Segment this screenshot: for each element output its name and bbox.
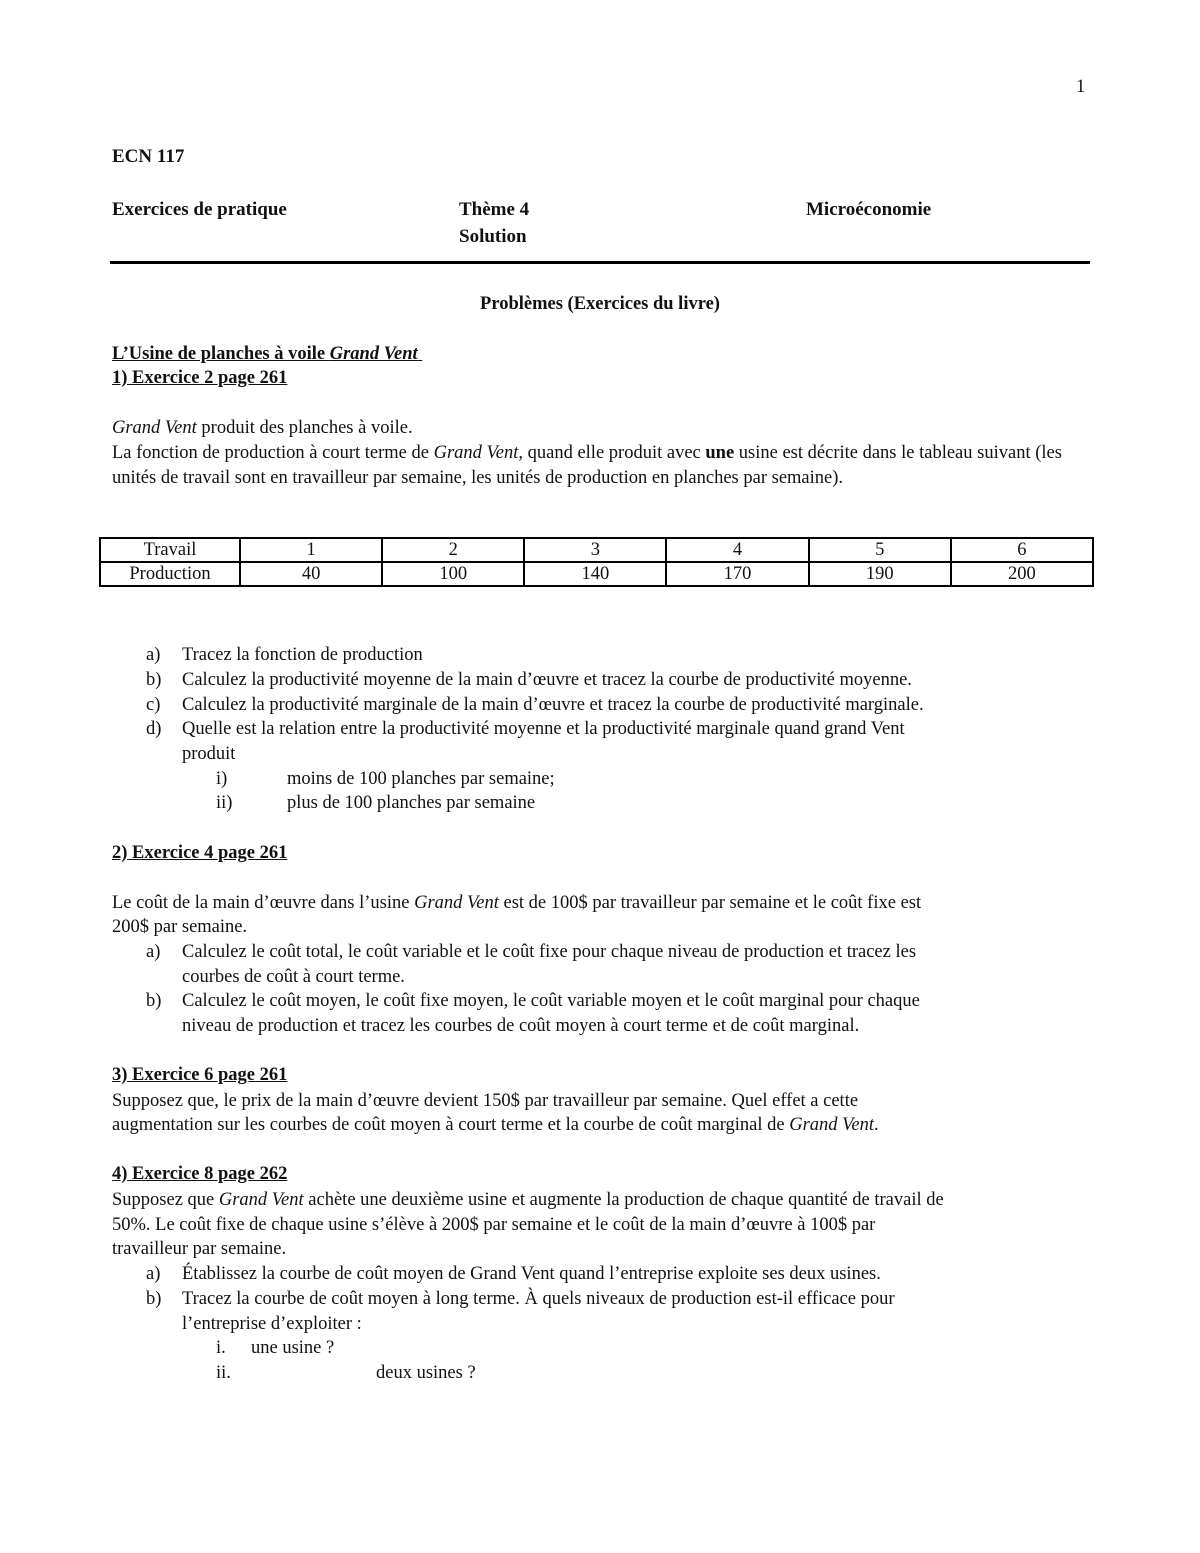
sublist-item: deux usines ? [376, 1363, 476, 1383]
exercise-4-title: 4) Exercice 8 page 262 [112, 1164, 288, 1184]
list-label: b) [146, 1289, 162, 1309]
table-cell: 200 [951, 562, 1093, 586]
text-span: produit des planches à voile. [196, 418, 413, 438]
exercise-3-title: 3) Exercice 6 page 261 [112, 1065, 288, 1085]
sublist-item: plus de 100 planches par semaine [287, 793, 536, 813]
table-cell: Production [100, 562, 240, 586]
exercise-2-line2: 200$ par semaine. [112, 917, 248, 937]
list-label: d) [146, 719, 162, 739]
text-span: usine est décrite dans le tableau suivant (les unités de travail sont en travailleur par semaine, les unités de production en planches par semaine). [112, 443, 1062, 488]
header-divider [110, 261, 1090, 264]
exercise-3-line2 [112, 1113, 879, 1138]
exercise-4-line3: travailleur par semaine. [112, 1239, 287, 1259]
list-label: a) [146, 942, 161, 962]
table-cell: 100 [382, 562, 524, 586]
company-name: Grand Vent [218, 1190, 304, 1210]
table-cell: Travail [100, 538, 240, 562]
table-cell: 3 [524, 538, 666, 562]
table-cell: 5 [809, 538, 951, 562]
list-item: Calculez le coût moyen, le coût fixe moyen, le coût variable moyen et le coût marginal pour chaque [182, 991, 920, 1011]
table-cell: 6 [951, 538, 1093, 562]
list-item: Établissez la courbe de coût moyen de Grand Vent quand l’entreprise exploite ses deux usines. [182, 1264, 881, 1284]
case-title-company: Grand Vent [329, 344, 418, 364]
list-item: Calculez le coût total, le coût variable et le coût fixe pour chaque niveau de production et tracez les [182, 942, 917, 962]
text-span-bold: une [705, 443, 735, 463]
sublist-label: ii. [216, 1363, 231, 1383]
list-label: c) [146, 695, 161, 715]
table-row [100, 562, 1093, 586]
production-table [99, 537, 1094, 587]
list-item-continuation: produit [182, 744, 236, 764]
list-label: a) [146, 645, 161, 665]
exercise-1-line2 [112, 441, 1087, 491]
list-item: Calculez la productivité marginale de la main d’œuvre et tracez la courbe de productivité marginale. [182, 695, 924, 715]
header-solution: Solution [459, 226, 527, 247]
course-code: ECN 117 [112, 146, 185, 167]
header-left: Exercices de pratique [112, 199, 287, 220]
exercise-1-line1 [112, 416, 1087, 441]
exercise-2-line1 [112, 891, 921, 916]
section-title: Problèmes (Exercices du livre) [480, 294, 720, 314]
table-cell: 1 [240, 538, 382, 562]
exercise-2-title: 2) Exercice 4 page 261 [112, 843, 288, 863]
list-item: Tracez la fonction de production [182, 645, 423, 665]
table-cell: 40 [240, 562, 382, 586]
case-title [112, 343, 422, 365]
text-span: Supposez que [112, 1190, 219, 1210]
header-right: Microéconomie [806, 199, 932, 220]
list-item-continuation: l’entreprise d’exploiter : [182, 1314, 362, 1334]
list-label: b) [146, 991, 162, 1011]
list-item-continuation: niveau de production et tracez les courbes de coût moyen à court terme et de coût marginal. [182, 1016, 860, 1036]
list-label: b) [146, 670, 162, 690]
table-cell: 190 [809, 562, 951, 586]
table-cell: 2 [382, 538, 524, 562]
table-row [100, 538, 1093, 562]
case-title-text: L’Usine de planches à voile [112, 344, 330, 364]
sublist-item: moins de 100 planches par semaine; [287, 769, 555, 789]
sublist-label: i) [216, 769, 228, 789]
list-label: a) [146, 1264, 161, 1284]
company-name: Grand Vent [414, 893, 499, 913]
exercise-4-line2: 50%. Le coût fixe de chaque usine s’élève à 200$ par semaine et le coût de la main d’œuvre à 100$ par [112, 1215, 876, 1235]
company-name: Grand Vent [112, 418, 197, 438]
company-name: Grand Vent [789, 1115, 875, 1135]
exercise-1-text [112, 416, 1087, 491]
text-span: achète une deuxième usine et augmente la production de chaque quantité de travail de [303, 1190, 944, 1210]
list-item: Calculez la productivité moyenne de la main d’œuvre et tracez la courbe de productivité moyenne. [182, 670, 912, 690]
header-theme: Thème 4 [459, 199, 530, 220]
list-item: Quelle est la relation entre la productivité moyenne et la productivité marginale quand grand Vent [182, 719, 905, 739]
text-span: augmentation sur les courbes de coût moyen à court terme et la courbe de coût marginal de [112, 1115, 790, 1135]
sublist-item: une usine ? [251, 1338, 335, 1358]
text-span: Le coût de la main d’œuvre dans l’usine [112, 893, 415, 913]
exercise-1-title: 1) Exercice 2 page 261 [112, 368, 288, 388]
exercise-3-line1: Supposez que, le prix de la main d’œuvre devient 150$ par travailleur par semaine. Quel effet a cette [112, 1091, 859, 1111]
exercise-4-line1 [112, 1188, 944, 1213]
table-cell: 140 [524, 562, 666, 586]
text-span: est de 100$ par travailleur par semaine et le coût fixe est [498, 893, 922, 913]
company-name: Grand Vent [433, 443, 519, 463]
sublist-label: i. [216, 1338, 226, 1358]
table-cell: 4 [666, 538, 808, 562]
text-span: . [874, 1115, 879, 1135]
text-span: , quand elle produit avec [518, 443, 706, 463]
page-number: 1 [1076, 77, 1086, 97]
table-cell: 170 [666, 562, 808, 586]
sublist-label: ii) [216, 793, 233, 813]
list-item: Tracez la courbe de coût moyen à long terme. À quels niveaux de production est-il efficace pour [182, 1289, 895, 1309]
text-span: La fonction de production à court terme de [112, 443, 434, 463]
list-item-continuation: courbes de coût à court terme. [182, 967, 405, 987]
